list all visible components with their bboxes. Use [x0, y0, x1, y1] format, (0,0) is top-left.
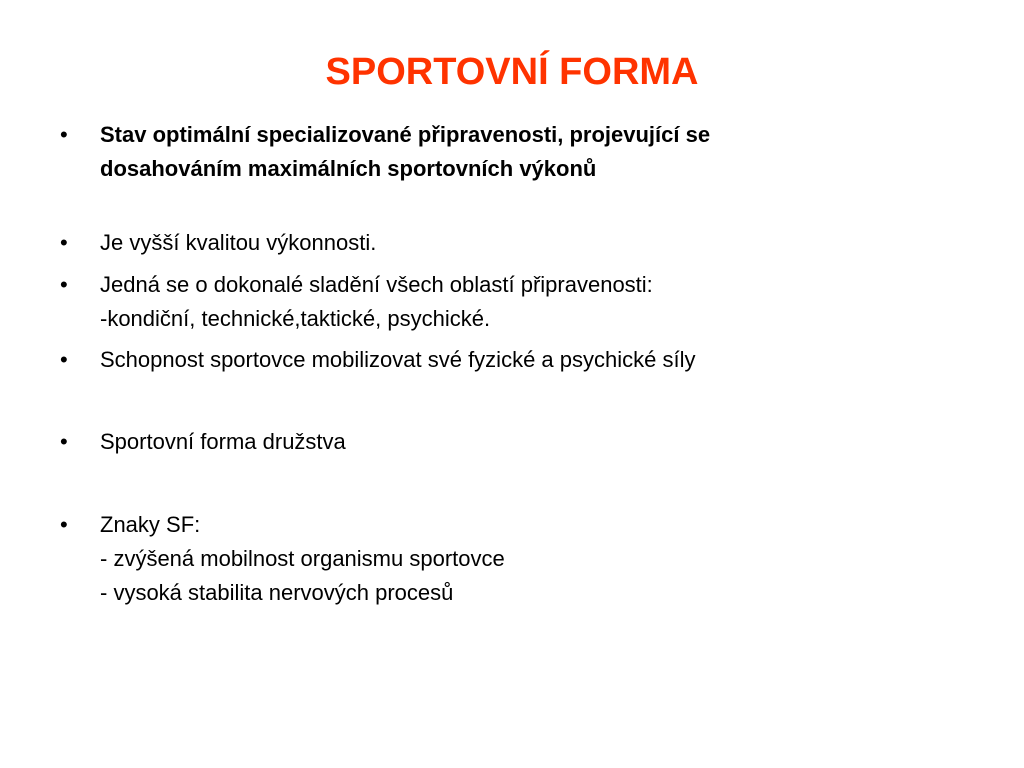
- bullet-line: Jedná se o dokonalé sladění všech oblastí připravenosti:: [100, 272, 653, 297]
- slide-title: SPORTOVNÍ FORMA: [325, 51, 699, 93]
- bullet-text: [100, 118, 960, 186]
- bullet-line: Sportovní forma družstva: [100, 429, 346, 454]
- bullet-icon: •: [60, 230, 68, 255]
- bullet-line: Znaky SF:: [100, 512, 201, 537]
- bullet-icon: •: [60, 512, 68, 537]
- bullet-text: [100, 425, 960, 459]
- bullet-text: [100, 343, 960, 377]
- bullet-icon: •: [60, 347, 68, 372]
- bullet-icon: •: [60, 272, 68, 297]
- bullet-icon: •: [60, 122, 68, 147]
- bullet-text: [100, 268, 960, 336]
- bullet-line: - vysoká stabilita nervových procesů: [100, 580, 454, 605]
- bullet-text: [100, 226, 960, 260]
- bullet-line: Schopnost sportovce mobilizovat své fyzické a psychické síly: [100, 347, 696, 372]
- bullet-line: Stav optimální specializované připravenosti, projevující se: [100, 122, 711, 147]
- bullet-line: - zvýšená mobilnost organismu sportovce: [100, 546, 505, 571]
- bullet-text: [100, 508, 960, 610]
- bullet-line: Je vyšší kvalitou výkonnosti.: [100, 230, 377, 255]
- bullet-icon: •: [60, 429, 68, 454]
- bullet-line: dosahováním maximálních sportovních výkonů: [100, 156, 597, 181]
- bullet-line: -kondiční, technické,taktické, psychické.: [100, 306, 491, 331]
